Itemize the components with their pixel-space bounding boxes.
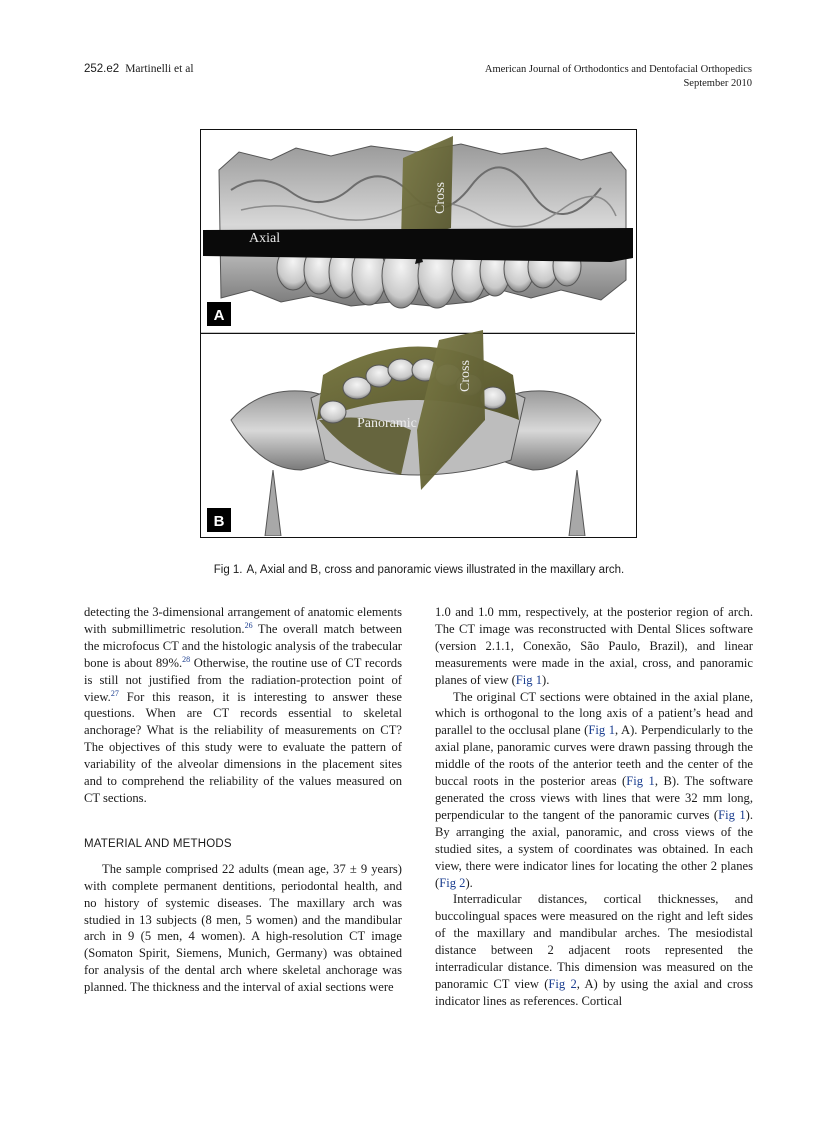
panel-b: [201, 330, 635, 536]
text-run: The overall match between the microfocus CT and the histologic analysis of the trabecular bone is about 89%.: [84, 621, 402, 670]
cross-label-b: Cross: [458, 360, 473, 392]
issue-date: September 2010: [683, 78, 752, 89]
fig-1-link[interactable]: Fig 1: [515, 672, 543, 687]
text-run: 1.0 and 1.0 mm, respectively, at the posterior region of arch. The CT image was reconstructed with Dental Slices software (version 2.1.1, Conexão, São Paulo, Brazil), and linear measurements were made in the axial, cross, and panoramic planes of view (: [435, 605, 753, 687]
fig-1-link[interactable]: Fig 1: [718, 807, 746, 822]
figure-caption: [0, 564, 838, 576]
cross-label-a: Cross: [433, 182, 448, 214]
text-run: detecting the 3-dimensional arrangement of anatomic elements with submillimetric resolution.: [84, 605, 402, 636]
panel-a-label: A: [213, 307, 225, 324]
text-run: Interradicular distances, cortical thicknesses, and buccolingual spaces were measured on the right and left sides of the maxillary and mandibular arches. The mesiodistal distance between 2 adjacent roots represented the interradicular distance. This dimension was measured on the panoramic CT view (: [435, 892, 753, 991]
text-run: , B). The software generated the cross views with lines that were 32 mm long, perpendicular to the tangent of the panoramic curves (: [435, 774, 753, 822]
figure-1: [200, 129, 637, 538]
caption-label: Fig 1.: [213, 564, 243, 576]
citation-26[interactable]: 26: [244, 620, 253, 630]
left-column: [84, 604, 402, 996]
text-run: The original CT sections were obtained in the axial plane, which is orthogonal to the long axis of a patient’s head and parallel to the occlusal plane (: [435, 689, 753, 738]
fig-1-link[interactable]: Fig 1: [626, 774, 655, 789]
text-run: For this reason, it is interesting to answer these questions. When are CT records essential to skeletal anchorage? What is the reliability of measurements on CT? The objectives of this study were to evaluate the pattern of variability of the alveolar dimensions in the placement sites and to comprehend the reliability of the values measured on CT sections.: [84, 689, 402, 805]
axial-label: Axial: [249, 231, 281, 246]
text-run: ).: [542, 672, 550, 687]
journal-title: American Journal of Orthodontics and Dentofacial Orthopedics: [484, 64, 752, 75]
panel-b-label: B: [213, 513, 225, 530]
paragraph-planes: [435, 689, 753, 892]
text-run: Otherwise, the routine use of CT records is still not justified from the radiation-protection point of view.: [84, 655, 402, 704]
text-run: ).: [465, 875, 473, 890]
text-run: , A). Perpendicularly to the axial plane, panoramic curves were drawn passing through the middle of the roots of the anterior teeth and the center of the buccal roots in the posterior areas (: [435, 723, 753, 789]
panoramic-label: Panoramic: [357, 416, 417, 431]
text-run: , A) by using the axial and cross indicator lines as references. Cortical: [435, 976, 754, 1008]
citation-27[interactable]: 27: [110, 688, 119, 698]
paragraph-sample: The sample comprised 22 adults (mean age, 37 ± 9 years) with complete permanent dentitions, periodontal health, and no history of systemic diseases. The maxillary arch was studied in 13 subjects (8 men, 5 women) and the mandibular arch in 9 (5 men, 4 women). A high-resolution CT image (Somaton Spirit, Siemens, Munich, Germany) was obtained for analysis of the dental arch where skeletal anchorage was planned. The thickness and the interval of axial sections were: [84, 861, 402, 995]
text-run: ). By arranging the axial, panoramic, and cross views of the studied sites, a system of coordinates was obtained. In each view, there were indicator lines for locating the other 2 planes (: [435, 807, 753, 890]
caption-text: A, Axial and B, cross and panoramic views illustrated in the maxillary arch.: [246, 564, 625, 576]
page-number: 252.e2: [84, 63, 120, 75]
running-header-right: [485, 63, 752, 91]
fig-1-link[interactable]: Fig 1: [588, 723, 616, 738]
right-column: [435, 604, 753, 1010]
paragraph-ct-settings: [435, 604, 753, 689]
paragraph-intro-continued: [84, 604, 402, 807]
section-heading-methods: MATERIAL AND METHODS: [84, 837, 232, 850]
running-header-left: [84, 63, 194, 75]
fig-2-link[interactable]: Fig 2: [439, 875, 466, 890]
header-authors: Martinelli et al: [125, 63, 194, 75]
paragraph-measurements: [435, 891, 753, 1009]
fig-2-link[interactable]: Fig 2: [548, 976, 577, 991]
citation-28[interactable]: 28: [182, 654, 191, 664]
figure-1-image: [201, 130, 635, 536]
panel-a: [201, 130, 635, 333]
